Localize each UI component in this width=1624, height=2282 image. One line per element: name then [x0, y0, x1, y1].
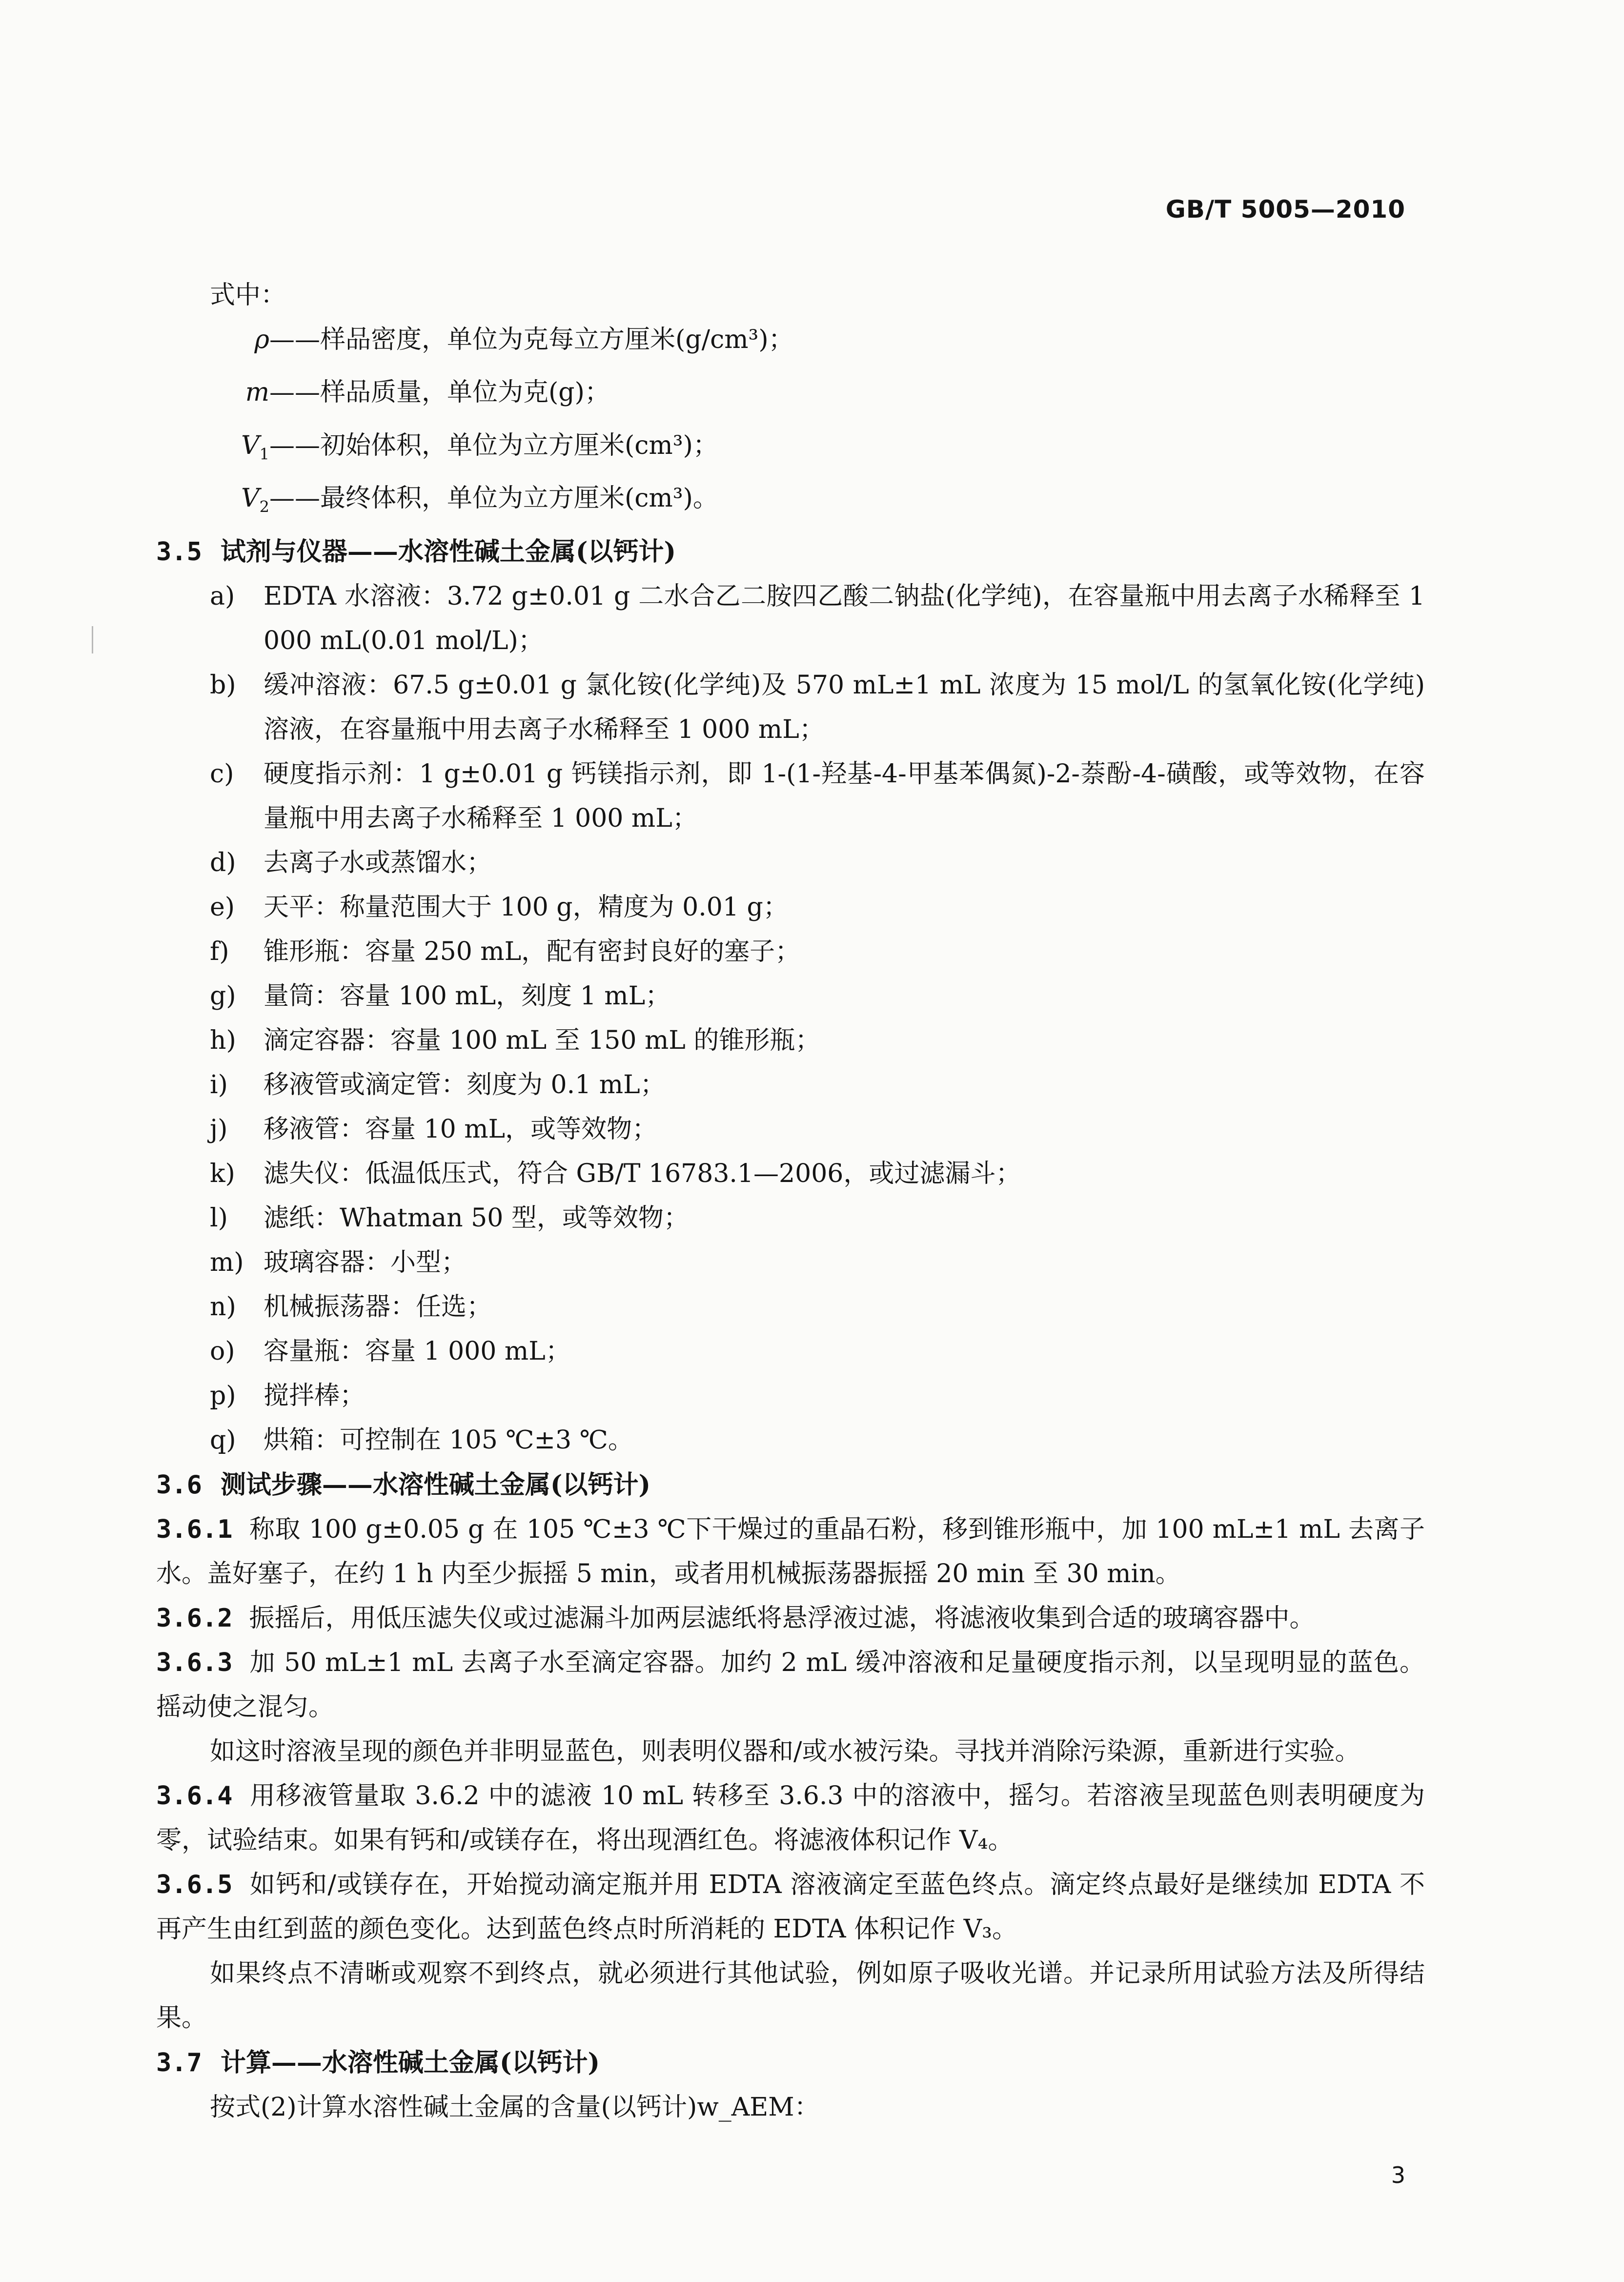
list-item	[156, 1374, 1425, 1418]
list-item	[156, 1285, 1425, 1329]
list-item	[156, 841, 1425, 885]
list-item-text: 锥形瓶：容量 250 mL，配有密封良好的塞子；	[264, 937, 801, 966]
list-item-label: g)	[210, 981, 236, 1011]
section-heading-3-7: 3.7 计算——水溶性碱土金属(以钙计)	[156, 2047, 600, 2078]
calculation-intro: 按式(2)计算水溶性碱土金属的含量(以钙计)w_AEM：	[210, 2092, 820, 2122]
list-item	[156, 1418, 1425, 1463]
page-number: 3	[1391, 2162, 1405, 2188]
formula-variable	[156, 318, 1425, 370]
list-item-text: 机械振荡器：任选；	[264, 1292, 492, 1322]
list-item-text: 烘箱：可控制在 105 ℃±3 ℃。	[264, 1425, 633, 1455]
variable-definition: ——样品密度，单位为克每立方厘米(g/cm³)；	[269, 325, 794, 354]
list-item-text: 玻璃容器：小型；	[264, 1247, 467, 1277]
list-item-text: 缓冲溶液：67.5 g±0.01 g 氯化铵(化学纯)及 570 mL±1 mL 浓度为 15 mol/L 的氢氧化铵(化学纯)溶液，在容量瓶中用去离子水稀释至 1 000 mL；	[264, 670, 1425, 744]
formula-variable-list	[156, 318, 1425, 530]
list-item-label: f)	[210, 937, 229, 966]
list-item	[156, 663, 1425, 752]
formula-variable	[156, 476, 1425, 529]
variable-symbol: $V_2$	[241, 484, 269, 516]
list-item	[156, 574, 1425, 663]
list-item-label: n)	[210, 1292, 236, 1322]
list-item	[156, 1107, 1425, 1152]
list-item	[156, 974, 1425, 1019]
list-item	[156, 1196, 1425, 1241]
list-item-label: e)	[210, 892, 235, 922]
list-item-label: b)	[210, 670, 236, 700]
standard-number: GB/T 5005—2010	[1165, 195, 1405, 224]
list-item-text: 硬度指示剂：1 g±0.01 g 钙镁指示剂，即 1-(1-羟基-4-甲基苯偶氮)-2-萘酚-4-磺酸，或等效物，在容量瓶中用去离子水稀释至 1 000 mL；	[264, 759, 1425, 833]
list-item-text: 容量瓶：容量 1 000 mL；	[264, 1336, 571, 1366]
list-item-label: m)	[210, 1247, 244, 1277]
list-item-label: c)	[210, 759, 234, 789]
list-item	[156, 885, 1425, 930]
list-item-text: EDTA 水溶液：3.72 g±0.01 g 二水合乙二胺四乙酸二钠盐(化学纯)，在容量瓶中用去离子水稀释至 1 000 mL(0.01 mol/L)；	[264, 581, 1425, 655]
list-item-label: h)	[210, 1025, 236, 1055]
variable-definition: ——样品质量，单位为克(g)；	[269, 378, 610, 408]
list-item-label: k)	[210, 1159, 235, 1188]
list-item	[156, 1329, 1425, 1374]
list-item-text: 去离子水或蒸馏水；	[264, 848, 492, 877]
step-3-6-3: 3.6.3 加 50 mL±1 mL 去离子水至滴定容器。加约 2 mL 缓冲溶液和足量硬度指示剂，以呈现明显的蓝色。摇动使之混匀。	[156, 1648, 1425, 1722]
list-item	[156, 1019, 1425, 1063]
section-heading-3-5: 3.5 试剂与仪器——水溶性碱土金属(以钙计)	[156, 536, 676, 567]
step-3-6-1: 3.6.1 称取 100 g±0.05 g 在 105 ℃±3 ℃下干燥过的重晶石粉，移到锥形瓶中，加 100 mL±1 mL 去离子水。盖好塞子，在约 1 h 内至少振摇 5 min，或者用机械振荡器振摇 20 min 至 30 min。	[156, 1514, 1425, 1589]
variable-symbol: m	[245, 378, 269, 408]
list-item	[156, 752, 1425, 841]
list-item-label: l)	[210, 1203, 228, 1233]
list-item-label: q)	[210, 1425, 236, 1455]
list-item-text: 滤纸：Whatman 50 型，或等效物；	[264, 1203, 689, 1233]
list-item-text: 滴定容器：容量 100 mL 至 150 mL 的锥形瓶；	[264, 1025, 821, 1055]
formula-intro: 式中：	[210, 281, 286, 310]
step-3-6-2: 3.6.2 振摇后，用低压滤失仪或过滤漏斗加两层滤纸将悬浮液过滤，将滤液收集到合适的玻璃容器中。	[156, 1603, 1315, 1633]
list-item-text: 天平：称量范围大于 100 g，精度为 0.01 g；	[264, 892, 789, 922]
step-3-6-4: 3.6.4 用移液管量取 3.6.2 中的滤液 10 mL 转移至 3.6.3 中的溶液中，摇匀。若溶液呈现蓝色则表明硬度为零，试验结束。如果有钙和/或镁存在，将出现酒红色。将滤液体积记作 V₄。	[156, 1781, 1425, 1855]
list-item-text: 滤失仪：低温低压式，符合 GB/T 16783.1—2006，或过滤漏斗；	[264, 1159, 1021, 1188]
formula-variable	[156, 370, 1425, 423]
list-item-text: 量筒：容量 100 mL，刻度 1 mL；	[264, 981, 671, 1011]
list-item-label: j)	[210, 1114, 228, 1144]
list-item-label: o)	[210, 1336, 235, 1366]
variable-definition: ——初始体积，单位为立方厘米(cm³)；	[269, 430, 718, 460]
list-item-text: 移液管或滴定管：刻度为 0.1 mL；	[264, 1070, 666, 1100]
formula-variable	[156, 424, 1425, 476]
variable-symbol: ρ	[254, 325, 269, 354]
section-heading-3-6: 3.6 测试步骤——水溶性碱土金属(以钙计)	[156, 1469, 651, 1500]
list-item-label: a)	[210, 581, 235, 611]
step-3-6-5: 3.6.5 如钙和/或镁存在，开始搅动滴定瓶并用 EDTA 溶液滴定至蓝色终点。滴定终点最好是继续加 EDTA 不再产生由红到蓝的颜色变化。达到蓝色终点时所消耗的 EDTA 体积记作 V₃。	[156, 1870, 1425, 1944]
list-item-label: p)	[210, 1381, 236, 1410]
scan-mark	[92, 626, 93, 653]
list-item-text: 搅拌棒；	[264, 1381, 365, 1410]
page-content	[156, 273, 1425, 2130]
step-3-6-5-note: 如果终点不清晰或观察不到终点，就必须进行其他试验，例如原子吸收光谱。并记录所用试验方法及所得结果。	[156, 1958, 1425, 2033]
list-item-label: i)	[210, 1070, 228, 1100]
list-item	[156, 1063, 1425, 1107]
list-item	[156, 1152, 1425, 1196]
list-item-text: 移液管：容量 10 mL，或等效物；	[264, 1114, 658, 1144]
variable-symbol: $V_1$	[241, 430, 269, 464]
list-item-label: d)	[210, 848, 236, 877]
step-3-6-3-note: 如这时溶液呈现的颜色并非明显蓝色，则表明仪器和/或水被污染。寻找并消除污染源，重新进行实验。	[210, 1736, 1360, 1766]
list-item	[156, 930, 1425, 974]
list-item	[156, 1241, 1425, 1285]
reagent-instrument-list	[156, 574, 1425, 1463]
variable-definition: ——最终体积，单位为立方厘米(cm³)。	[269, 484, 718, 513]
